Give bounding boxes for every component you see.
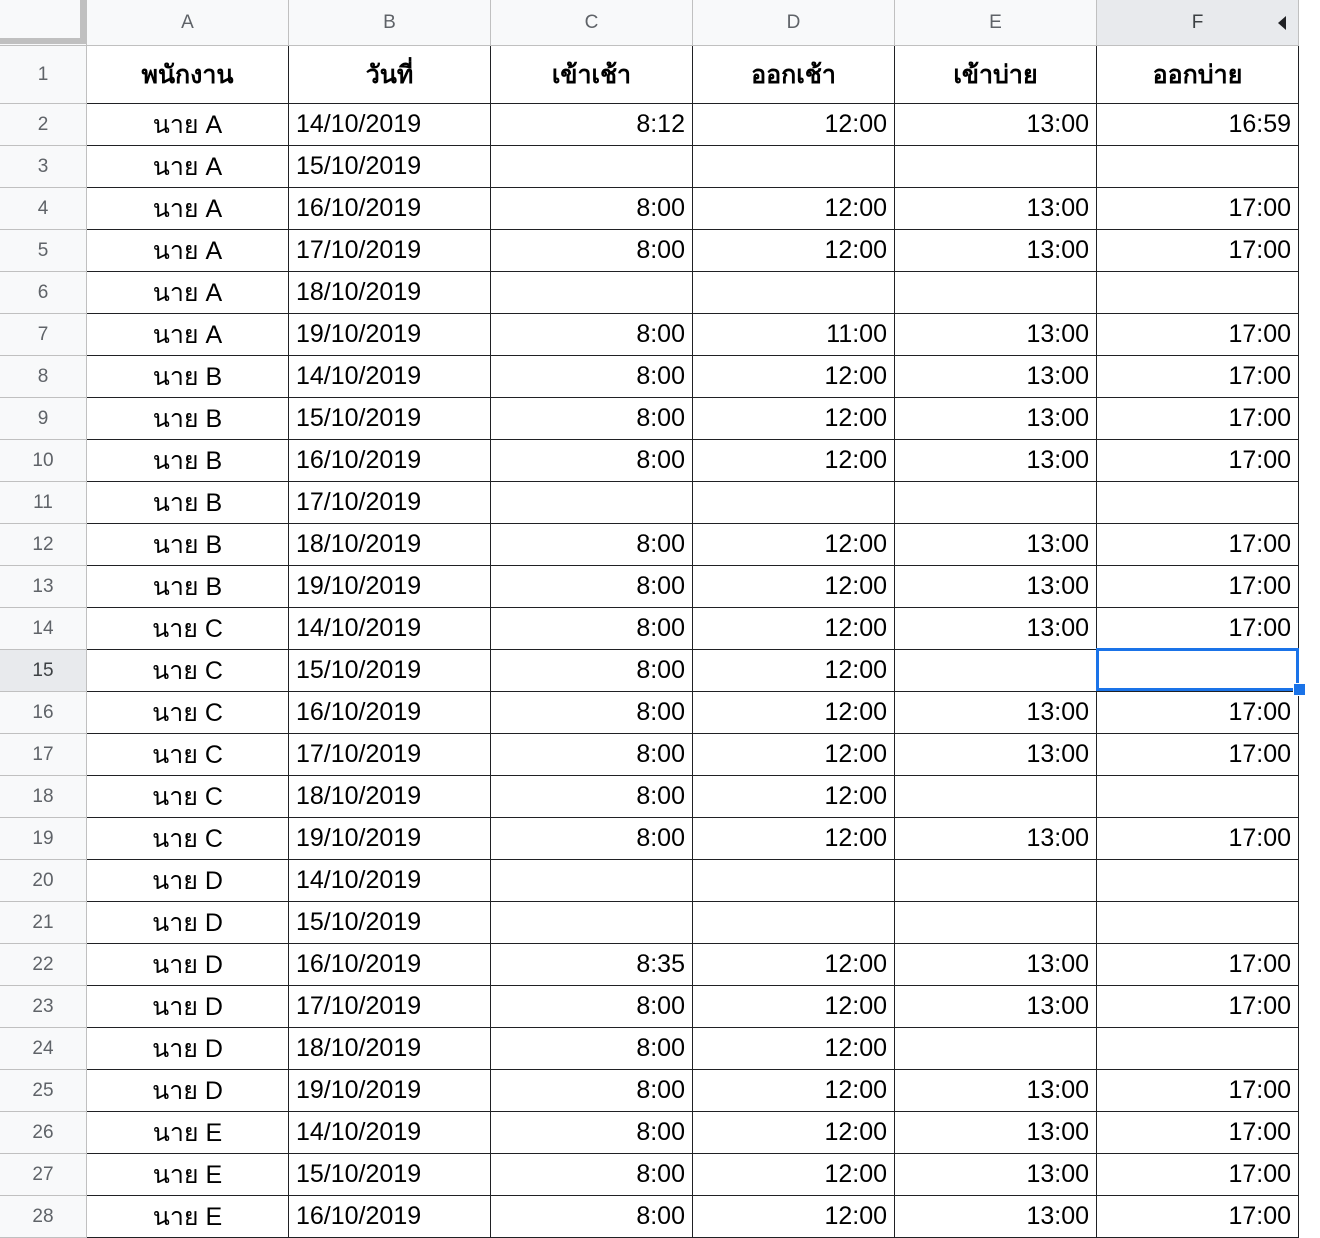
cell-b6[interactable]: 18/10/2019 [289, 272, 491, 314]
cell-c15[interactable]: 8:00 [491, 650, 693, 692]
freeze-column-handle[interactable] [80, 0, 86, 44]
cell-a14[interactable]: นาย C [87, 608, 289, 650]
column-header-c[interactable]: C [491, 0, 693, 46]
cell-d15[interactable]: 12:00 [693, 650, 895, 692]
cell-a20[interactable]: นาย D [87, 860, 289, 902]
cell-d5[interactable]: 12:00 [693, 230, 895, 272]
cell-f5[interactable]: 17:00 [1097, 230, 1299, 272]
cell-a5[interactable]: นาย A [87, 230, 289, 272]
cell-f2[interactable]: 16:59 [1097, 104, 1299, 146]
cell-e20[interactable] [895, 860, 1097, 902]
cell-e13[interactable]: 13:00 [895, 566, 1097, 608]
row-header-22[interactable]: 22 [0, 944, 87, 986]
cell-f9[interactable]: 17:00 [1097, 398, 1299, 440]
cell-f13[interactable]: 17:00 [1097, 566, 1299, 608]
cell-c2[interactable]: 8:12 [491, 104, 693, 146]
cell-b5[interactable]: 17/10/2019 [289, 230, 491, 272]
cell-a28[interactable]: นาย E [87, 1196, 289, 1238]
cell-d6[interactable] [693, 272, 895, 314]
cell-c14[interactable]: 8:00 [491, 608, 693, 650]
cell-c9[interactable]: 8:00 [491, 398, 693, 440]
row-header-15[interactable]: 15 [0, 650, 87, 692]
cell-b27[interactable]: 15/10/2019 [289, 1154, 491, 1196]
cell-f19[interactable]: 17:00 [1097, 818, 1299, 860]
cell-d24[interactable]: 12:00 [693, 1028, 895, 1070]
cell-a2[interactable]: นาย A [87, 104, 289, 146]
cell-d28[interactable]: 12:00 [693, 1196, 895, 1238]
cell-f12[interactable]: 17:00 [1097, 524, 1299, 566]
header-cell-b[interactable]: วันที่ [289, 46, 491, 104]
cell-a3[interactable]: นาย A [87, 146, 289, 188]
cell-f7[interactable]: 17:00 [1097, 314, 1299, 356]
row-header-17[interactable]: 17 [0, 734, 87, 776]
cell-a18[interactable]: นาย C [87, 776, 289, 818]
cell-e5[interactable]: 13:00 [895, 230, 1097, 272]
cell-f28[interactable]: 17:00 [1097, 1196, 1299, 1238]
cell-c22[interactable]: 8:35 [491, 944, 693, 986]
row-header-8[interactable]: 8 [0, 356, 87, 398]
cell-c16[interactable]: 8:00 [491, 692, 693, 734]
cell-c24[interactable]: 8:00 [491, 1028, 693, 1070]
cell-a8[interactable]: นาย B [87, 356, 289, 398]
cell-b2[interactable]: 14/10/2019 [289, 104, 491, 146]
cell-d7[interactable]: 11:00 [693, 314, 895, 356]
cell-b13[interactable]: 19/10/2019 [289, 566, 491, 608]
cell-d16[interactable]: 12:00 [693, 692, 895, 734]
cell-c19[interactable]: 8:00 [491, 818, 693, 860]
row-header-9[interactable]: 9 [0, 398, 87, 440]
cell-e8[interactable]: 13:00 [895, 356, 1097, 398]
cell-b8[interactable]: 14/10/2019 [289, 356, 491, 398]
cell-a27[interactable]: นาย E [87, 1154, 289, 1196]
header-cell-c[interactable]: เข้าเช้า [491, 46, 693, 104]
cell-b24[interactable]: 18/10/2019 [289, 1028, 491, 1070]
cell-d22[interactable]: 12:00 [693, 944, 895, 986]
cell-b16[interactable]: 16/10/2019 [289, 692, 491, 734]
cell-c27[interactable]: 8:00 [491, 1154, 693, 1196]
cell-b18[interactable]: 18/10/2019 [289, 776, 491, 818]
cell-b14[interactable]: 14/10/2019 [289, 608, 491, 650]
cell-f26[interactable]: 17:00 [1097, 1112, 1299, 1154]
cell-f3[interactable] [1097, 146, 1299, 188]
cell-c11[interactable] [491, 482, 693, 524]
cell-a12[interactable]: นาย B [87, 524, 289, 566]
row-header-21[interactable]: 21 [0, 902, 87, 944]
cell-e10[interactable]: 13:00 [895, 440, 1097, 482]
cell-a17[interactable]: นาย C [87, 734, 289, 776]
fill-handle[interactable] [1293, 683, 1306, 696]
row-header-16[interactable]: 16 [0, 692, 87, 734]
cell-b4[interactable]: 16/10/2019 [289, 188, 491, 230]
cell-f8[interactable]: 17:00 [1097, 356, 1299, 398]
cell-f4[interactable]: 17:00 [1097, 188, 1299, 230]
cell-b25[interactable]: 19/10/2019 [289, 1070, 491, 1112]
cell-c12[interactable]: 8:00 [491, 524, 693, 566]
row-header-26[interactable]: 26 [0, 1112, 87, 1154]
cell-f27[interactable]: 17:00 [1097, 1154, 1299, 1196]
row-header-1[interactable]: 1 [0, 46, 87, 104]
cell-a22[interactable]: นาย D [87, 944, 289, 986]
cell-b21[interactable]: 15/10/2019 [289, 902, 491, 944]
cell-c28[interactable]: 8:00 [491, 1196, 693, 1238]
cell-d20[interactable] [693, 860, 895, 902]
cell-a11[interactable]: นาย B [87, 482, 289, 524]
cell-a16[interactable]: นาย C [87, 692, 289, 734]
row-header-6[interactable]: 6 [0, 272, 87, 314]
cell-c17[interactable]: 8:00 [491, 734, 693, 776]
select-all-corner[interactable] [0, 0, 87, 46]
cell-c23[interactable]: 8:00 [491, 986, 693, 1028]
cell-d26[interactable]: 12:00 [693, 1112, 895, 1154]
cell-d2[interactable]: 12:00 [693, 104, 895, 146]
cell-e27[interactable]: 13:00 [895, 1154, 1097, 1196]
column-header-b[interactable]: B [289, 0, 491, 46]
cell-a23[interactable]: นาย D [87, 986, 289, 1028]
cell-e22[interactable]: 13:00 [895, 944, 1097, 986]
cell-d18[interactable]: 12:00 [693, 776, 895, 818]
cell-e21[interactable] [895, 902, 1097, 944]
cell-c5[interactable]: 8:00 [491, 230, 693, 272]
freeze-row-handle[interactable] [0, 38, 86, 44]
cell-a26[interactable]: นาย E [87, 1112, 289, 1154]
cell-e11[interactable] [895, 482, 1097, 524]
cell-c26[interactable]: 8:00 [491, 1112, 693, 1154]
cell-c20[interactable] [491, 860, 693, 902]
cell-c25[interactable]: 8:00 [491, 1070, 693, 1112]
cell-e17[interactable]: 13:00 [895, 734, 1097, 776]
cell-c6[interactable] [491, 272, 693, 314]
cell-b9[interactable]: 15/10/2019 [289, 398, 491, 440]
cell-e7[interactable]: 13:00 [895, 314, 1097, 356]
cell-a25[interactable]: นาย D [87, 1070, 289, 1112]
cell-d25[interactable]: 12:00 [693, 1070, 895, 1112]
cell-e18[interactable] [895, 776, 1097, 818]
cell-f17[interactable]: 17:00 [1097, 734, 1299, 776]
cell-a24[interactable]: นาย D [87, 1028, 289, 1070]
cell-f10[interactable]: 17:00 [1097, 440, 1299, 482]
cell-f15[interactable] [1097, 650, 1299, 692]
header-cell-f[interactable]: ออกบ่าย [1097, 46, 1299, 104]
row-header-2[interactable]: 2 [0, 104, 87, 146]
cell-a19[interactable]: นาย C [87, 818, 289, 860]
cell-d21[interactable] [693, 902, 895, 944]
row-header-19[interactable]: 19 [0, 818, 87, 860]
cell-a10[interactable]: นาย B [87, 440, 289, 482]
cell-b28[interactable]: 16/10/2019 [289, 1196, 491, 1238]
cell-d14[interactable]: 12:00 [693, 608, 895, 650]
cell-a15[interactable]: นาย C [87, 650, 289, 692]
cell-e25[interactable]: 13:00 [895, 1070, 1097, 1112]
cell-e28[interactable]: 13:00 [895, 1196, 1097, 1238]
cell-c3[interactable] [491, 146, 693, 188]
cell-b20[interactable]: 14/10/2019 [289, 860, 491, 902]
column-header-f[interactable]: F [1097, 0, 1299, 46]
column-header-d[interactable]: D [693, 0, 895, 46]
row-header-10[interactable]: 10 [0, 440, 87, 482]
cell-b10[interactable]: 16/10/2019 [289, 440, 491, 482]
cell-f23[interactable]: 17:00 [1097, 986, 1299, 1028]
cell-e16[interactable]: 13:00 [895, 692, 1097, 734]
cell-e9[interactable]: 13:00 [895, 398, 1097, 440]
cell-b17[interactable]: 17/10/2019 [289, 734, 491, 776]
cell-f25[interactable]: 17:00 [1097, 1070, 1299, 1112]
cell-f20[interactable] [1097, 860, 1299, 902]
cell-e12[interactable]: 13:00 [895, 524, 1097, 566]
collapse-arrow-icon[interactable] [1278, 16, 1286, 30]
cell-c8[interactable]: 8:00 [491, 356, 693, 398]
row-header-20[interactable]: 20 [0, 860, 87, 902]
cell-c21[interactable] [491, 902, 693, 944]
cell-a4[interactable]: นาย A [87, 188, 289, 230]
row-header-13[interactable]: 13 [0, 566, 87, 608]
cell-b15[interactable]: 15/10/2019 [289, 650, 491, 692]
cell-b19[interactable]: 19/10/2019 [289, 818, 491, 860]
cell-d3[interactable] [693, 146, 895, 188]
row-header-25[interactable]: 25 [0, 1070, 87, 1112]
cell-f11[interactable] [1097, 482, 1299, 524]
column-header-e[interactable]: E [895, 0, 1097, 46]
row-header-5[interactable]: 5 [0, 230, 87, 272]
cell-b3[interactable]: 15/10/2019 [289, 146, 491, 188]
row-header-24[interactable]: 24 [0, 1028, 87, 1070]
cell-d8[interactable]: 12:00 [693, 356, 895, 398]
cell-d9[interactable]: 12:00 [693, 398, 895, 440]
cell-c7[interactable]: 8:00 [491, 314, 693, 356]
cell-e6[interactable] [895, 272, 1097, 314]
cell-d19[interactable]: 12:00 [693, 818, 895, 860]
header-cell-d[interactable]: ออกเช้า [693, 46, 895, 104]
cell-a6[interactable]: นาย A [87, 272, 289, 314]
cell-a7[interactable]: นาย A [87, 314, 289, 356]
row-header-27[interactable]: 27 [0, 1154, 87, 1196]
row-header-18[interactable]: 18 [0, 776, 87, 818]
cell-a21[interactable]: นาย D [87, 902, 289, 944]
cell-f24[interactable] [1097, 1028, 1299, 1070]
cell-e3[interactable] [895, 146, 1097, 188]
cell-c10[interactable]: 8:00 [491, 440, 693, 482]
cell-b23[interactable]: 17/10/2019 [289, 986, 491, 1028]
cell-b7[interactable]: 19/10/2019 [289, 314, 491, 356]
cell-c4[interactable]: 8:00 [491, 188, 693, 230]
cell-a9[interactable]: นาย B [87, 398, 289, 440]
row-header-11[interactable]: 11 [0, 482, 87, 524]
cell-d12[interactable]: 12:00 [693, 524, 895, 566]
row-header-23[interactable]: 23 [0, 986, 87, 1028]
row-header-14[interactable]: 14 [0, 608, 87, 650]
cell-b12[interactable]: 18/10/2019 [289, 524, 491, 566]
cell-c18[interactable]: 8:00 [491, 776, 693, 818]
cell-e26[interactable]: 13:00 [895, 1112, 1097, 1154]
header-cell-e[interactable]: เข้าบ่าย [895, 46, 1097, 104]
cell-e19[interactable]: 13:00 [895, 818, 1097, 860]
cell-d10[interactable]: 12:00 [693, 440, 895, 482]
cell-d13[interactable]: 12:00 [693, 566, 895, 608]
cell-e14[interactable]: 13:00 [895, 608, 1097, 650]
row-header-12[interactable]: 12 [0, 524, 87, 566]
cell-e2[interactable]: 13:00 [895, 104, 1097, 146]
cell-e24[interactable] [895, 1028, 1097, 1070]
cell-c13[interactable]: 8:00 [491, 566, 693, 608]
cell-e23[interactable]: 13:00 [895, 986, 1097, 1028]
cell-e4[interactable]: 13:00 [895, 188, 1097, 230]
row-header-3[interactable]: 3 [0, 146, 87, 188]
cell-d4[interactable]: 12:00 [693, 188, 895, 230]
cell-d17[interactable]: 12:00 [693, 734, 895, 776]
column-header-a[interactable]: A [87, 0, 289, 46]
cell-b26[interactable]: 14/10/2019 [289, 1112, 491, 1154]
cell-d23[interactable]: 12:00 [693, 986, 895, 1028]
row-header-7[interactable]: 7 [0, 314, 87, 356]
cell-f22[interactable]: 17:00 [1097, 944, 1299, 986]
cell-b11[interactable]: 17/10/2019 [289, 482, 491, 524]
cell-f16[interactable]: 17:00 [1097, 692, 1299, 734]
cell-e15[interactable] [895, 650, 1097, 692]
row-header-28[interactable]: 28 [0, 1196, 87, 1238]
cell-d27[interactable]: 12:00 [693, 1154, 895, 1196]
cell-a13[interactable]: นาย B [87, 566, 289, 608]
cell-d11[interactable] [693, 482, 895, 524]
cell-f6[interactable] [1097, 272, 1299, 314]
cell-f21[interactable] [1097, 902, 1299, 944]
cell-b22[interactable]: 16/10/2019 [289, 944, 491, 986]
cell-f14[interactable]: 17:00 [1097, 608, 1299, 650]
row-header-4[interactable]: 4 [0, 188, 87, 230]
header-cell-a[interactable]: พนักงาน [87, 46, 289, 104]
cell-f18[interactable] [1097, 776, 1299, 818]
